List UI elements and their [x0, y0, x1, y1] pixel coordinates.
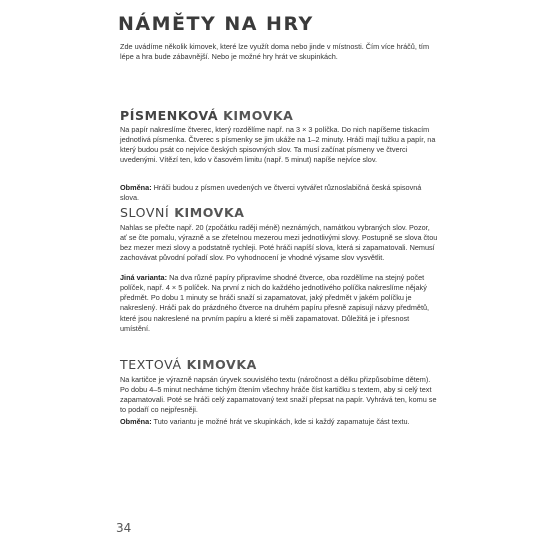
- section-title-textova: [120, 357, 257, 372]
- variant-text: Hráči budou z písmen uvedených ve čtverci vytvářet různoslabičná česká spisovná slova.: [120, 183, 422, 203]
- section-variant-slovni: [120, 273, 438, 334]
- section-title-first-word: SLOVNÍ: [120, 205, 170, 220]
- section-body-slovni: Nahlas se přečte např. 20 (zpočátku raději méně) neznámých, namátkou vybraných slov. Pozor, ať se čte pomalu, výrazně a se zřetelnou mezerou mezi jednotlivými slovy. Postupně se slova čtou bez mezer mezi slovy a podstatně rychleji. Poté hráči napíší slova, která si zapamatovali. Nemusí zachovávat původní pořadí slov. Po vyhodnocení je vhodné výsame slov vysvětlit.: [120, 223, 438, 263]
- section-title-second-word: KIMOVKA: [174, 205, 245, 220]
- section-body-textova: Na kartičce je výrazně napsán úryvek souvislého textu (náročnost a délku přizpůsobíme dětem). Po dobu 4–5 minut necháme tichým čtením všechny hráče číst kartičku s textem, aby si celý text zapamatovali. Poté se hráči celý zapamatovaný text snaží přepsat na papír. Vyhrává ten, komu se to podaří co nejpřesněji.: [120, 375, 437, 415]
- section-variant-textova: [120, 417, 438, 427]
- section-variant-pismenkova: [120, 183, 438, 203]
- variant-text: Tuto variantu je možné hrát ve skupinkách, kde si každý zapamatuje část textu.: [151, 417, 410, 426]
- section-title-first-word: PÍSMENKOVÁ: [120, 108, 219, 123]
- section-body-pismenkova: Na papír nakreslíme čtverec, který rozdělíme např. na 3 × 3 políčka. Do nich napíšeme tiskacím jednotlivá písmenka. Čtverec s písmenky se jim ukáže na 1–2 minuty. Hráči mají tužku a papír, na který budou psát co nejvíce českých spisovných slov. Ta musí začínat písmeny ve čtverci uvedenými. Vítězí ten, kdo v časovém limitu (např. 5 minut) napíše nejvíce slov.: [120, 125, 436, 165]
- section-title-second-word: KIMOVKA: [223, 108, 294, 123]
- section-title-first-word: TEXTOVÁ: [120, 357, 182, 372]
- intro-paragraph: Zde uvádíme několik kimovek, které lze využít doma nebo jinde v místnosti. Čím více hráčů, tím lépe a hra bude zábavnější. Nebo je možné hry hrát ve skupinkách.: [120, 42, 430, 61]
- page-title: NÁMĚTY NA HRY: [118, 13, 314, 35]
- section-title-slovni: [120, 205, 245, 220]
- variant-text: Na dva různé papíry připravíme shodné čtverce, oba rozdělíme na stejný počet políček, např. 4 × 5 políček. Na první z nich do každého jednotlivého políčka nakreslíme nějaký předmět. Po dobu 1 minuty se hráči snaží si zapamatovat, jaký předmět v jakém políčku je nakreslený. Hráči pak do prázdného čtverce na druhém papíru přesně zapisují názvy předmětů, které jsou nakreslené na prvním papíru a které si měli zapamatovat. Důležitá je i přesnost umístění.: [120, 273, 430, 333]
- variant-label: Obměna:: [120, 183, 152, 192]
- variant-label: Jiná varianta:: [120, 273, 168, 282]
- variant-label: Obměna:: [120, 417, 152, 426]
- section-title-pismenkova: [120, 108, 293, 123]
- page-number: 34: [116, 521, 132, 535]
- section-title-second-word: KIMOVKA: [186, 357, 257, 372]
